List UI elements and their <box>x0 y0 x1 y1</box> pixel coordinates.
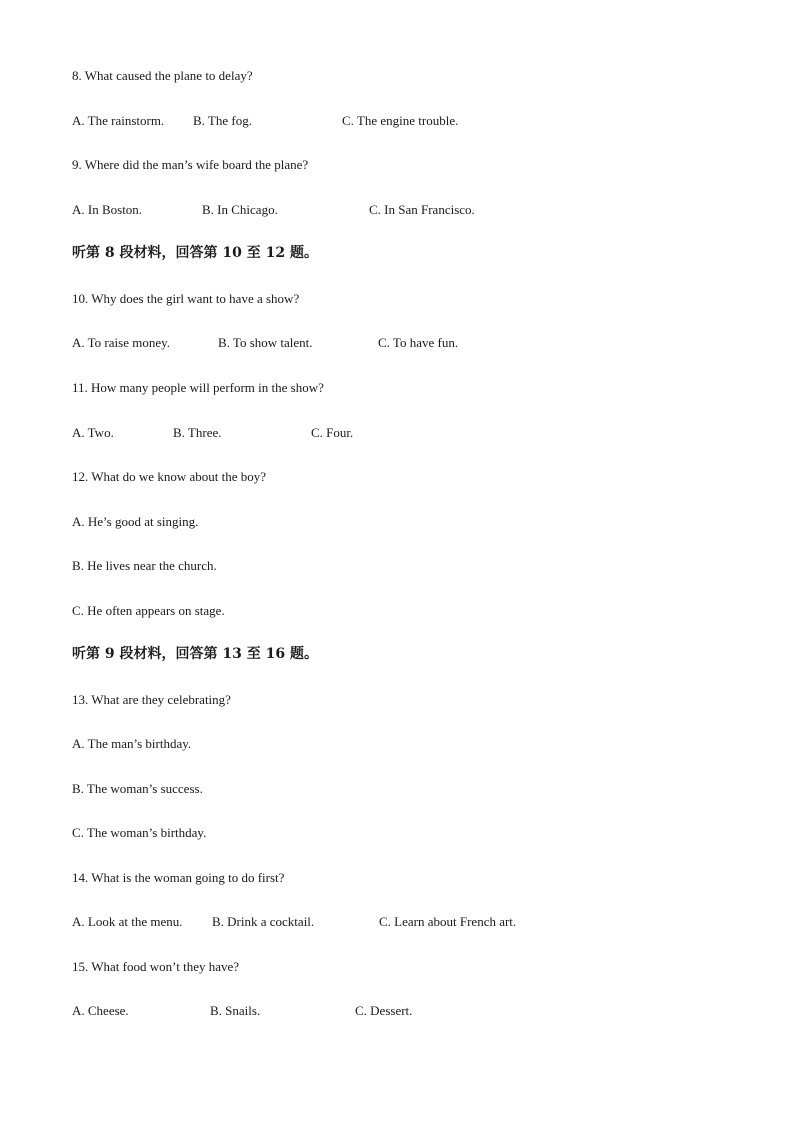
question-11-option-c: C. Four. <box>311 425 354 440</box>
question-12-option-b: B. He lives near the church. <box>72 558 217 573</box>
section-heading-8: 听第 8 段材料，回答第 10 至 12 题。 <box>72 245 318 261</box>
question-8-option-b: B. The fog. <box>193 113 252 128</box>
question-10-option-c: C. To have fun. <box>378 335 459 350</box>
question-10-option-b: B. To show talent. <box>218 335 313 350</box>
question-14-option-c: C. Learn about French art. <box>379 914 517 929</box>
question-14-stem: 14. What is the woman going to do first? <box>72 870 285 885</box>
question-8-option-a: A. The rainstorm. <box>72 113 165 128</box>
question-14-option-b: B. Drink a cocktail. <box>212 914 315 929</box>
question-8-stem: 8. What caused the plane to delay? <box>72 68 253 83</box>
question-12-option-c: C. He often appears on stage. <box>72 603 225 618</box>
question-15-stem: 15. What food won’t they have? <box>72 959 240 974</box>
question-9-option-c: C. In San Francisco. <box>369 202 475 217</box>
question-11-option-b: B. Three. <box>173 425 222 440</box>
question-9-option-a: A. In Boston. <box>72 202 143 217</box>
question-13-option-a: A. The man’s birthday. <box>72 736 192 751</box>
question-14-option-a: A. Look at the menu. <box>72 914 183 929</box>
question-15-option-b: B. Snails. <box>210 1003 261 1018</box>
question-9-stem: 9. Where did the man’s wife board the plane? <box>72 157 309 172</box>
question-13-option-b: B. The woman’s success. <box>72 781 203 796</box>
section-heading-9: 听第 9 段材料，回答第 13 至 16 题。 <box>72 646 318 662</box>
question-15-option-c: C. Dessert. <box>355 1003 413 1018</box>
question-8-option-c: C. The engine trouble. <box>342 113 459 128</box>
question-10-stem: 10. Why does the girl want to have a show? <box>72 291 300 306</box>
question-12-stem: 12. What do we know about the boy? <box>72 469 266 484</box>
question-13-stem: 13. What are they celebrating? <box>72 692 231 707</box>
question-13-option-c: C. The woman’s birthday. <box>72 825 207 840</box>
question-12-option-a: A. He’s good at singing. <box>72 514 199 529</box>
question-15-option-a: A. Cheese. <box>72 1003 129 1018</box>
question-9-option-b: B. In Chicago. <box>202 202 278 217</box>
question-11-stem: 11. How many people will perform in the show? <box>72 380 324 395</box>
question-11-option-a: A. Two. <box>72 425 114 440</box>
question-10-option-a: A. To raise money. <box>72 335 171 350</box>
